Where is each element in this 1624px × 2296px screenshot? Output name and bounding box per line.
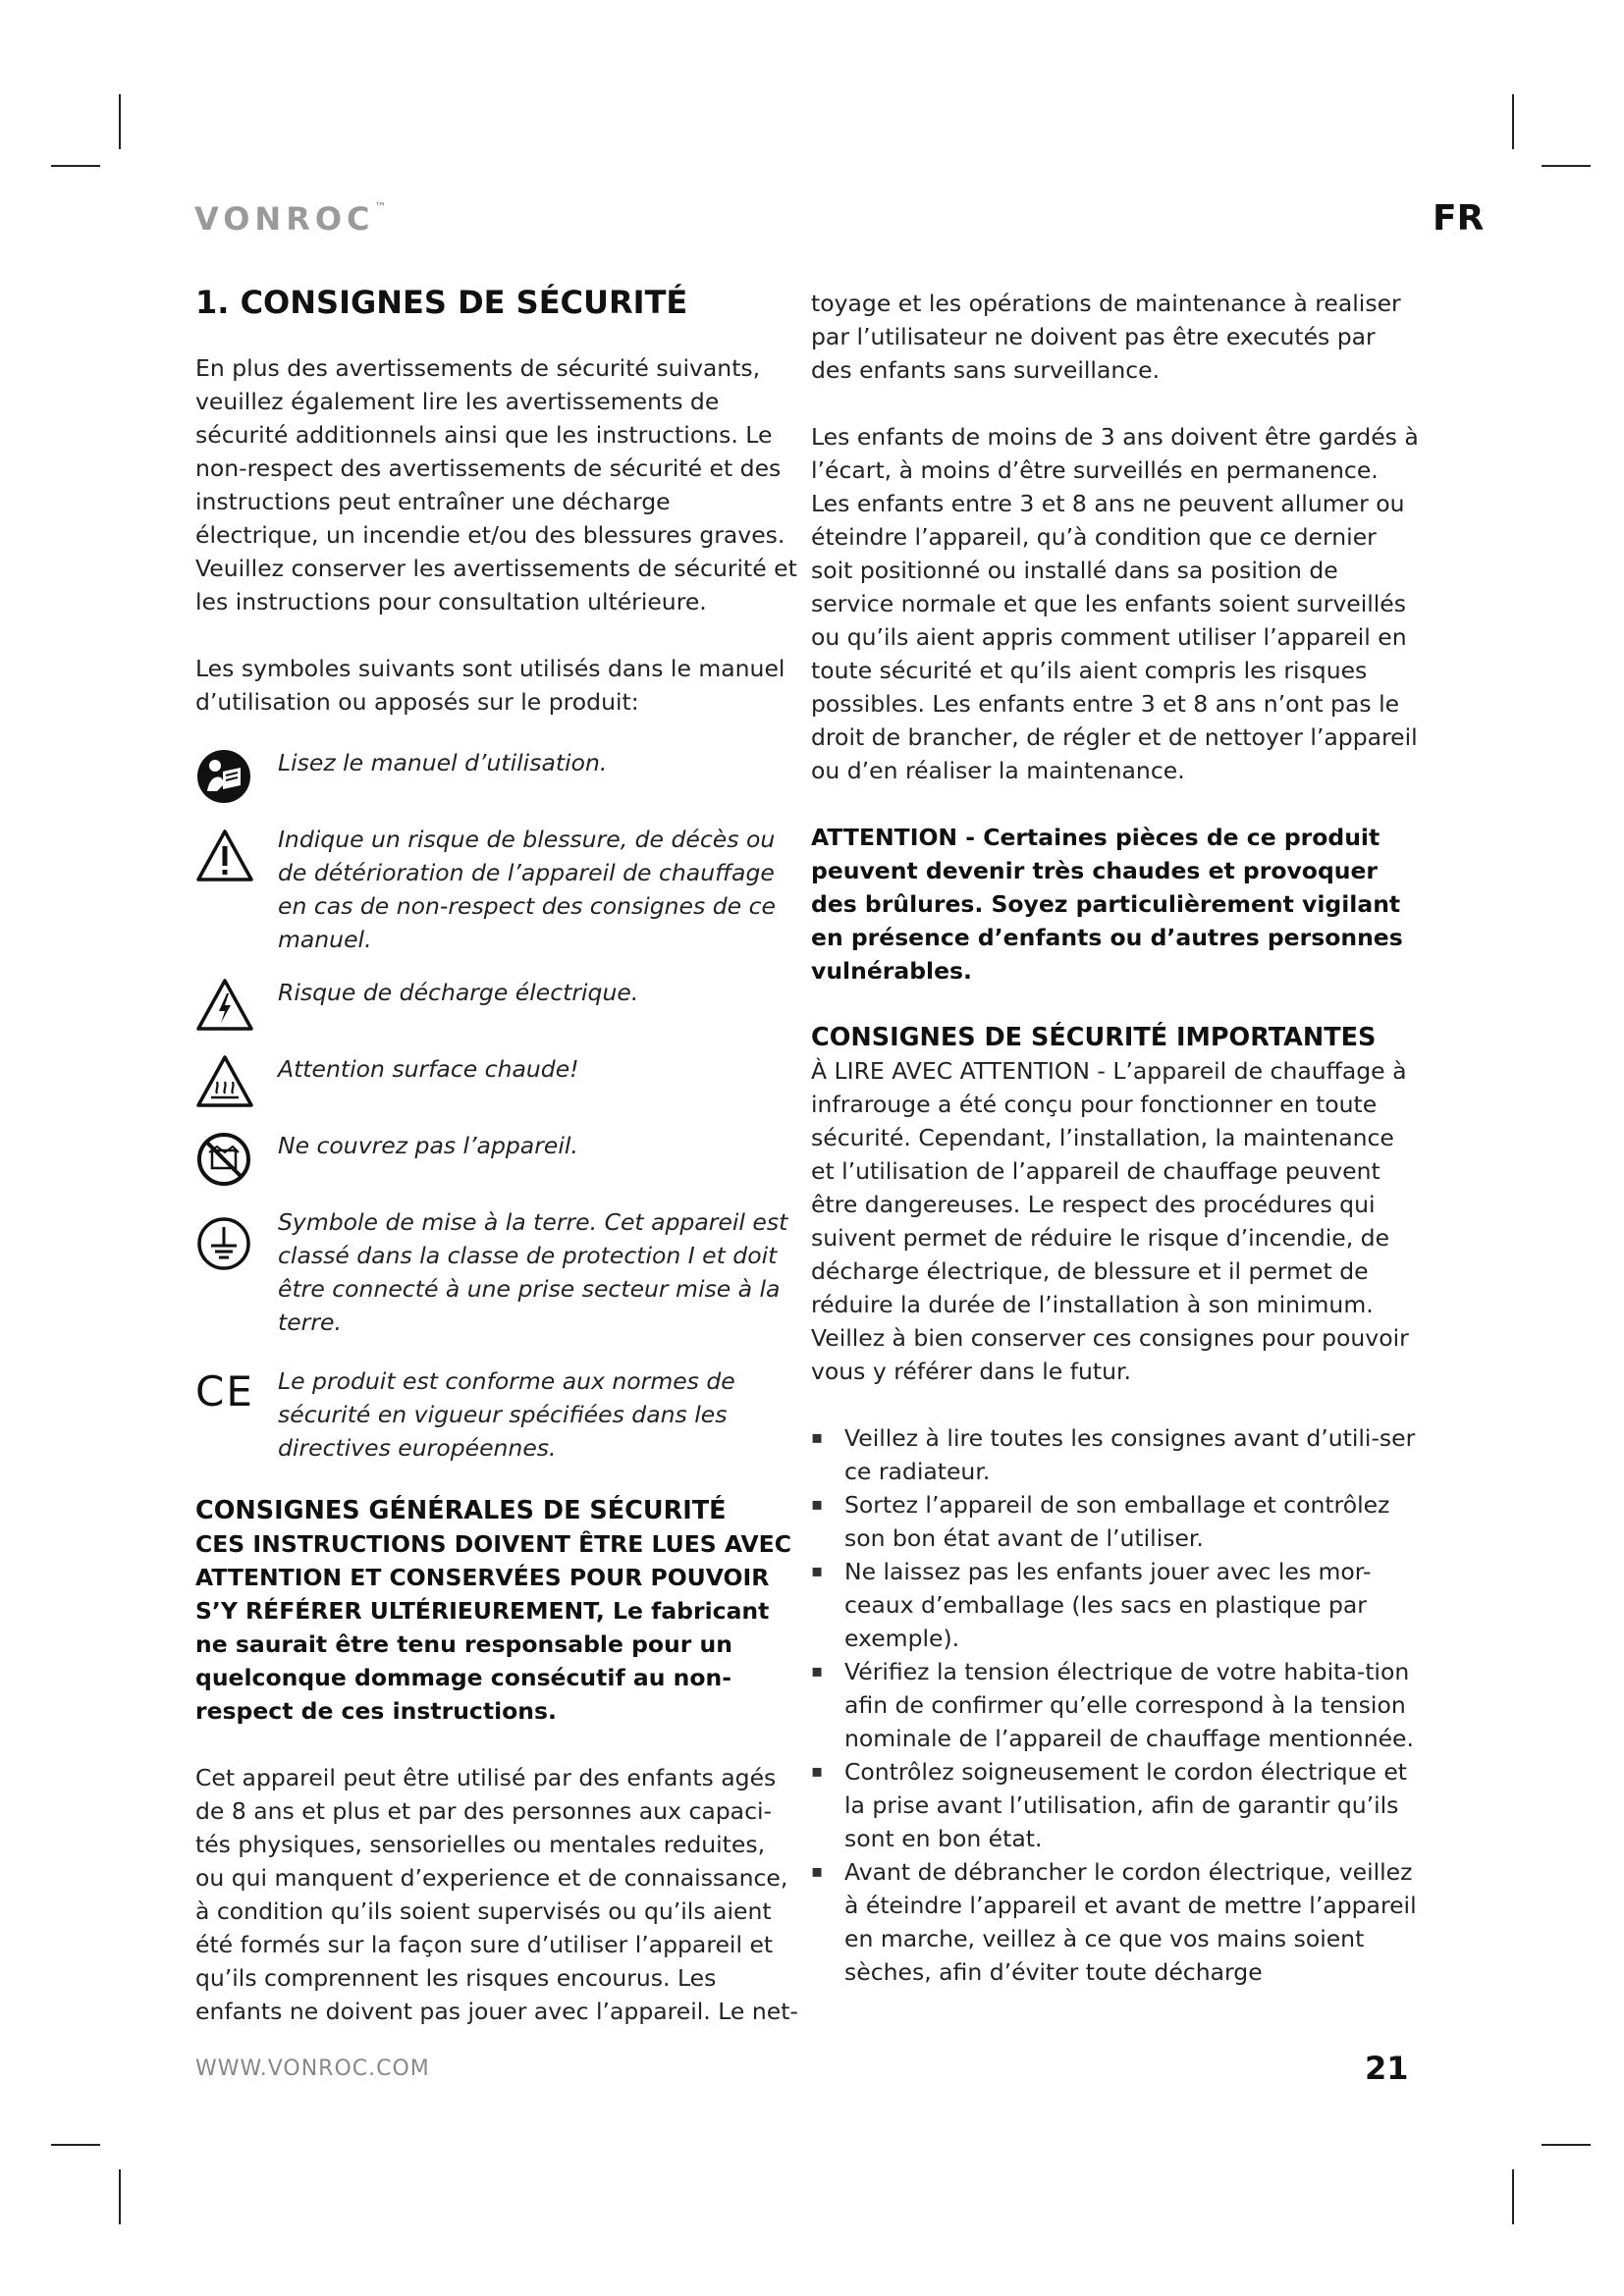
crop-mark-bottom-right-vertical [1512,2169,1514,2224]
read-manual-icon [195,746,278,807]
symbol-text-electric-shock: Risque de décharge électrique. [278,979,639,1006]
symbol-text-hot-surface: Attention surface chaude! [278,1055,579,1083]
warning-triangle-icon [195,823,278,887]
bullet-text: ▪ Vérifiez la tension électrique de votre habita-tion afin de confirmer qu’elle correspond à la tension nominale de l’appareil de chauffage mentionnée. [844,1658,1414,1752]
symbol-row-electric-shock [195,976,799,1037]
ce-mark-icon [195,1364,278,1423]
bullet-text: ▪ Contrôlez soigneusement le cordon électrique et la prise avant l’utilisation, afin de garantir qu’ils sont en bon état. [844,1758,1407,1852]
do-not-cover-icon [195,1129,278,1190]
brand-logo-trademark: ™ [374,200,387,214]
crop-mark-top-left-horizontal [51,165,100,167]
crop-mark-bottom-right-horizontal [1542,2144,1591,2146]
bullet-text: ▪ Sortez l’appareil de son emballage et contrôlez son bon état avant de l’utiliser. [844,1491,1390,1552]
crop-mark-top-right-horizontal [1542,165,1591,167]
attention-paragraph: ATTENTION - Certaines pièces de ce produit peuvent devenir très chaudes et provoquer des brûlures. Soyez particulièrement vigilant en présence d’enfants ou d’autres personnes vulnérables. [811,824,1403,985]
symbol-row-do-not-cover [195,1129,799,1190]
bullet-item [811,1855,1420,1989]
general-safety-bold-paragraph: CES INSTRUCTIONS DOIVENT ÊTRE LUES AVEC ATTENTION ET CONSERVÉES POUR POUVOIR S’Y RÉFÉRER ULTÉRIEUREMENT, Le fabricant ne saurait être tenu responsable pour un quelconque dommage consécutif au non-respect de ces instructions. [195,1530,791,1725]
symbol-row-read-manual [195,746,799,807]
symbols-intro-paragraph: Les symboles suivants sont utilisés dans le manuel d’utilisation ou apposés sur le produit: [195,655,785,716]
intro-paragraph: En plus des avertissements de sécurité suivants, veuillez également lire les avertissements de sécurité additionnels ainsi que les instructions. Le non-respect des avertissements de sécurité et des instructions peut entraîner une décharge électrique, un incendie et/ou des blessures graves. Veuillez conserver les avertissements de sécurité et les instructions pour consultation ultérieure. [195,354,797,615]
hot-surface-icon [195,1052,278,1113]
brand-logo-text: VONROC [194,200,375,238]
bullet-text: ▪ Ne laissez pas les enfants jouer avec les mor-ceaux d’emballage (les sacs en plastique par exemple). [844,1558,1372,1652]
symbol-row-hot-surface [195,1052,799,1113]
symbol-text-do-not-cover: Ne couvrez pas l’appareil. [278,1132,578,1159]
under3-paragraph: Les enfants de moins de 3 ans doivent être gardés à l’écart, à moins d’être surveillés en permanence. Les enfants entre 3 et 8 ans ne peuvent allumer ou éteindre l’appareil, qu’à condition que ce dernier soit positionné ou installé dans sa position de service normale et que les enfants soient surveillés ou qu’ils aient appris comment utiliser l’appareil en toute sécurité et qu’ils aient compris les risques possibles. Les enfants entre 3 et 8 ans n’ont pas le droit de brancher, de régler et de nettoyer l’appareil ou d’en réaliser la maintenance. [811,423,1419,784]
crop-mark-top-left-vertical [119,94,121,149]
important-safety-heading: CONSIGNES DE SÉCURITÉ IMPORTANTES [811,1023,1377,1052]
children-paragraph-part1: Cet appareil peut être utilisé par des enfants agés de 8 ans et plus et par des personnes aux capaci-tés physiques, sensorielles ou mentales reduites, ou qui manquent d’experience et de connaissance, à condition qu’ils soient supervisés ou qu’ils aient été formés sur la façon sure d’utiliser l’appareil et qu’ils comprennent les risques encourus. Les enfants ne doivent pas jouer avec l’appareil. Le net- [195,1764,798,2025]
brand-logo [194,200,387,238]
bullet-item [811,1755,1420,1855]
earth-ground-icon [195,1205,278,1274]
symbols-list [195,746,799,1465]
left-column [195,283,799,2028]
symbol-text-ce-mark: Le produit est conforme aux normes de sécurité en vigueur spécifiées dans les directives européennes. [278,1367,735,1462]
ce-mark-text: CE [195,1367,254,1415]
bullet-item [811,1655,1420,1755]
children-paragraph-part2: toyage et les opérations de maintenance à realiser par l’utilisateur ne doivent pas être executés par des enfants sans surveillance. [811,290,1401,384]
section-title: 1. CONSIGNES DE SÉCURITÉ [195,284,688,321]
bullet-text: ▪ Veillez à lire toutes les consignes avant d’utili-ser ce radiateur. [844,1424,1416,1485]
symbol-row-ce-mark [195,1364,799,1465]
bullet-text: ▪ Avant de débrancher le cordon électrique, veillez à éteindre l’appareil et avant de mettre l’appareil en marche, veillez à ce que vos mains soient sèches, afin d’éviter toute décharge [844,1858,1417,1986]
crop-mark-top-right-vertical [1512,94,1514,149]
bullet-item [811,1488,1420,1555]
symbol-text-earth-ground: Symbole de mise à la terre. Cet appareil est classé dans la classe de protection I et doit être connecté à une prise secteur mise à la terre. [278,1208,788,1336]
electric-shock-icon [195,976,278,1037]
crop-mark-bottom-left-horizontal [51,2144,100,2146]
symbol-row-warning [195,823,799,956]
symbol-text-warning: Indique un risque de blessure, de décès ou de détérioration de l’appareil de chauffage en cas de non-respect des consignes de ce manuel. [278,826,776,953]
bullet-item [811,1421,1420,1488]
page-number: 21 [1365,2050,1409,2087]
important-bullet-list [811,1421,1420,1989]
symbol-row-earth-ground [195,1205,799,1339]
symbol-text-read-manual: Lisez le manuel d’utilisation. [278,749,608,776]
language-code: FR [1433,198,1485,239]
crop-mark-bottom-left-vertical [119,2169,121,2224]
general-safety-heading: CONSIGNES GÉNÉRALES DE SÉCURITÉ [195,1496,727,1525]
bullet-item [811,1555,1420,1655]
right-column [811,287,1420,1989]
footer-website: WWW.VONROC.COM [195,2056,430,2081]
important-safety-paragraph: À LIRE AVEC ATTENTION - L’appareil de chauffage à infrarouge a été conçu pour fonctionner en toute sécurité. Cependant, l’installation, la maintenance et l’utilisation de l’appareil de chauffage peuvent être dangereuses. Le respect des procédures qui suivent permet de réduire le risque d’incendie, de décharge électrique, de blessure et il permet de réduire la durée de l’installation à son minimum. Veillez à bien conserver ces consignes pour pouvoir vous y référer dans le futur. [811,1057,1409,1385]
